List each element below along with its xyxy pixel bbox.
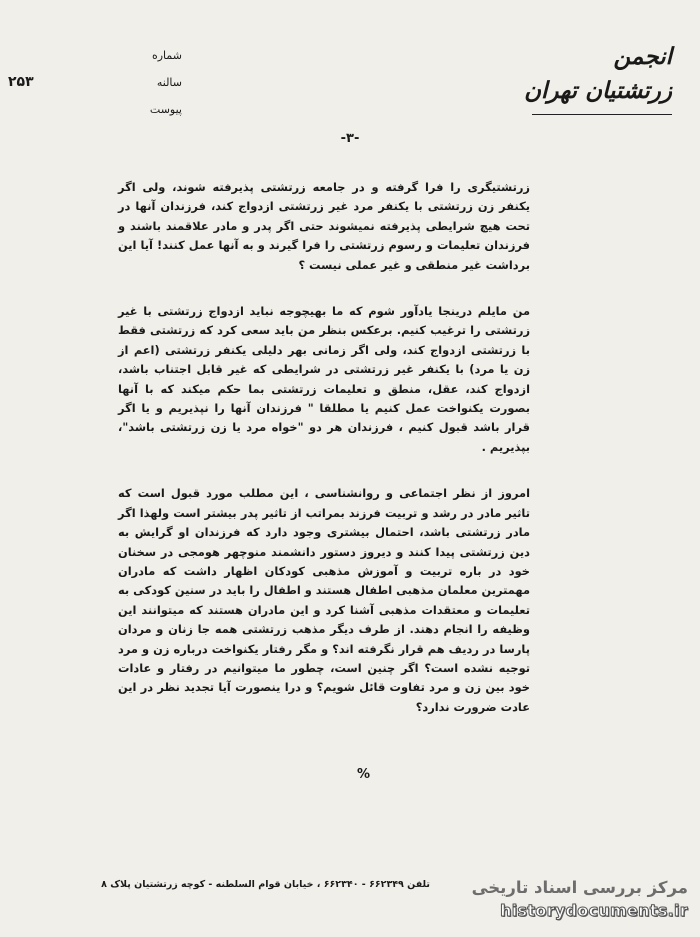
paragraph-2: من مایلم درینجا یادآور شوم که ما بهیچوجه نباید ازدواج زرتشتی با غیر زرتشتی را ترغیب کنیم. برعکس بنظر من باید سعی کرد که زرتشتی فقط با زرتشتی ازدواج کند، ولی اگر زمانی بهر دلیلی یکنفر زرتشتی (اعم از زن یا مرد) با یکنفر غیر زرتشتی در شرایطی که غیر قابل اجتناب باشد، ازدواج کند، عقل، منطق و تعلیمات زرتشتی بما حکم میکند که با آنها بصورت یکنواخت عمل کنیم یا مطلقا " فرزندان آنها را نپذیریم و یا اگر قرار باشد قبول کنیم ، فرزندان هر دو "خواه مرد یا زن زرتشتی باشد"، بپذیریم . [118, 304, 530, 454]
organization-logo: انجمن زرتشتیان تهران [524, 43, 672, 104]
reference-number: ۲۵۳ [8, 74, 34, 90]
label-number: شماره [151, 49, 182, 62]
letterhead [522, 40, 672, 115]
reference-labels [112, 42, 182, 123]
letterhead-rule [532, 114, 672, 115]
paragraph-1: زرتشتیگری را فرا گرفته و در جامعه زرتشتی پذیرفته شوند، ولی اگر یکنفر زن زرتشتی با یکنفر مرد غیر زرتشتی ازدواج کند، فرزندان آنها در تحت هیچ شرایطی پذیرفته نمیشوند حتی اگر پدر و مادر علاقمند باشند و فرزندان تعلیمات و رسوم زرتشتی را فرا گیرند و به آنها عمل کنند! آیا این برداشت غیر منطقی و غیر عملی نیست ؟ [118, 180, 530, 272]
page-number: -۳- [340, 131, 360, 146]
watermark [388, 877, 688, 923]
footer-address: تلفن ۶۶۲۳۴۹ - ۶۶۲۳۴۰ ، خیابان قوام السلطنه - کوچه زرتشتیان پلاک ۸ [101, 879, 430, 890]
watermark-url: historydocuments.ir [500, 901, 688, 920]
watermark-title: مرکز بررسی اسناد تاریخی [471, 878, 688, 897]
paragraph-3: امروز از نظر اجتماعی و روانشناسی ، این مطلب مورد قبول است که تاثیر مادر در رشد و تربیت فرزند بمراتب از تاثیر پدر بیشتر است ولهذا اگر مادر زرتشتی باشد، احتمال بیشتری وجود دارد که فرزندان او گرایش به دین زرتشتی پیدا کنند و دیروز دستور دانشمند منوچهر هومجی در سخنان خود در باره تربیت و آموزش مذهبی کودکان اظهار داشت که مادران مهمترین معلمان مذهبی اطفال هستند و اطفال را باید در سنین کودکی به تعلیمات و معتقدات مذهبی آشنا کرد و این مادران هستند که میتوانند این وظیفه را انجام دهند. از طرف دیگر مذهب زرتشتی همه جا زنان و مردان پارسا در ردیف هم قرار نگرفته اند؟ و مگر رفتار یکنواخت درباره زن و مرد توجیه نشده است؟ اگر چنین است، چطور ما میتوانیم در رفتار و عادات خود بین زن و مرد تفاوت قائل شویم؟ و درا ینصورت آیا تجدید نظر در این عادت ضرورت ندارد؟ [118, 486, 530, 714]
end-mark: % [357, 767, 371, 782]
label-date: سالنه [156, 76, 182, 89]
letter-body [118, 178, 530, 717]
label-attachment: پیوست [149, 103, 182, 116]
